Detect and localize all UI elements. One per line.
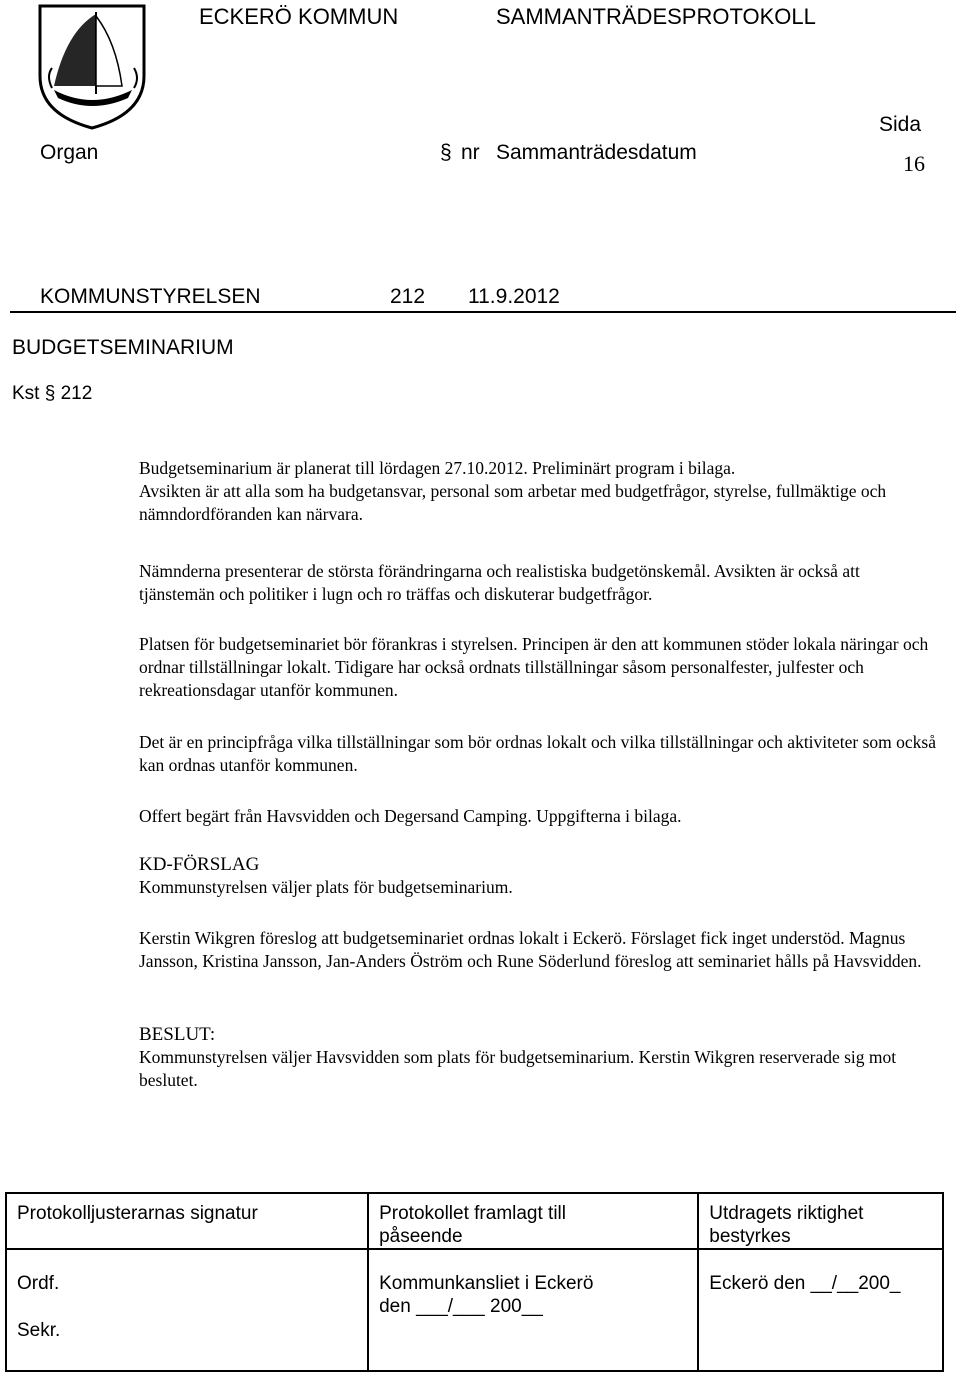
- posting-header-line1: Protokollet framlagt till: [379, 1203, 566, 1224]
- page-number: 16: [903, 151, 925, 176]
- municipality-logo: [36, 2, 148, 130]
- signature-table: [5, 1192, 944, 1372]
- organ-label: Organ: [40, 141, 99, 164]
- certification-header-cell: [698, 1193, 943, 1249]
- kd-forslag-heading: KD-FÖRSLAG: [139, 854, 260, 875]
- paragraph-location: Platsen för budgetseminariet bör förankras i styrelsen. Principen är den att kommunen stöder lokala näringar och ordnar tillställningar lokalt. Tidigare har också ordnats tillställningar såsom personalfester, julfester och rekreationsdagar utanför kommunen.: [139, 634, 929, 700]
- signature-body-cell: [6, 1249, 368, 1371]
- certification-header: [699, 1194, 942, 1248]
- beslut-block: [139, 1023, 939, 1092]
- kd-forslag-text: Kommunstyrelsen väljer plats för budgetseminarium.: [139, 877, 513, 897]
- certification-date: Eckerö den __/__200_: [709, 1273, 901, 1294]
- nr-label: nr: [461, 141, 480, 164]
- paragraph-committees: Nämnderna presenterar de största förändringarna och realistiska budgetönskemål. Avsikten är också att tjänstemän och politiker i lugn och ro träffas och diskuterar budgetfrågor.: [139, 561, 860, 604]
- municipality-name: ECKERÖ KOMMUN: [199, 4, 399, 29]
- beslut-heading: BESLUT:: [139, 1024, 216, 1045]
- paragraph-offer: Offert begärt från Havsvidden och Degersand Camping. Uppgifterna i bilaga.: [139, 806, 682, 826]
- posting-location: Kommunkansliet i Eckerö: [379, 1273, 594, 1294]
- signature-header-cell: [6, 1193, 368, 1249]
- header-divider: [10, 311, 956, 313]
- section-title: BUDGETSEMINARIUM: [12, 336, 234, 359]
- kst-label: Kst § 212: [12, 383, 93, 404]
- beslut-text: Kommunstyrelsen väljer Havsvidden som plats för budgetseminarium. Kerstin Wikgren reserverade sig mot beslutet.: [139, 1047, 897, 1090]
- organ-value: KOMMUNSTYRELSEN: [40, 285, 261, 308]
- posting-header-cell: [368, 1193, 698, 1249]
- sekr-label: Sekr.: [17, 1320, 61, 1341]
- certification-header-line1: Utdragets riktighet: [709, 1203, 864, 1224]
- page-label: Sida: [879, 113, 922, 136]
- document-type: SAMMANTRÄDESPROTOKOLL: [496, 4, 816, 29]
- ordf-label: Ordf.: [17, 1273, 60, 1294]
- paragraph-intro: [139, 457, 939, 526]
- posting-date: den ___/___ 200__: [379, 1296, 543, 1317]
- posting-header-line2: påseende: [379, 1226, 463, 1247]
- certification-body-cell: [698, 1249, 943, 1371]
- paragraph-seminar-date: Budgetseminarium är planerat till lördagen 27.10.2012. Preliminärt program i bilaga.: [139, 458, 736, 478]
- posting-body: [369, 1250, 697, 1318]
- posting-body-cell: [368, 1249, 698, 1371]
- section-symbol: §: [440, 141, 452, 164]
- signature-header: Protokolljusterarnas signatur: [17, 1203, 258, 1224]
- signature-lines: [7, 1250, 367, 1342]
- nr-value: 212: [390, 285, 426, 308]
- paragraph-purpose: Avsikten är att alla som ha budgetansvar, personal som arbetar med budgetfrågor, styrelse, fullmäktige och nämndordföranden kan närvara.: [139, 481, 887, 524]
- date-value: 11.9.2012: [468, 285, 560, 308]
- paragraph-principle: Det är en principfråga vilka tillställningar som bör ordnas lokalt och vilka tillställningar och aktiviteter som också kan ordnas utanför kommunen.: [139, 732, 937, 775]
- posting-header: [369, 1194, 697, 1248]
- paragraph-proposal: Kerstin Wikgren föreslog att budgetseminariet ordnas lokalt i Eckerö. Förslaget fick inget understöd. Magnus Jansson, Kristina Jansson, Jan-Anders Öström och Rune Söderlund föreslog att seminariet hålls på Havsvidden.: [139, 928, 922, 971]
- date-label: Sammanträdesdatum: [496, 141, 697, 164]
- certification-header-line2: bestyrkes: [709, 1226, 791, 1247]
- kd-forslag-block: [139, 853, 939, 899]
